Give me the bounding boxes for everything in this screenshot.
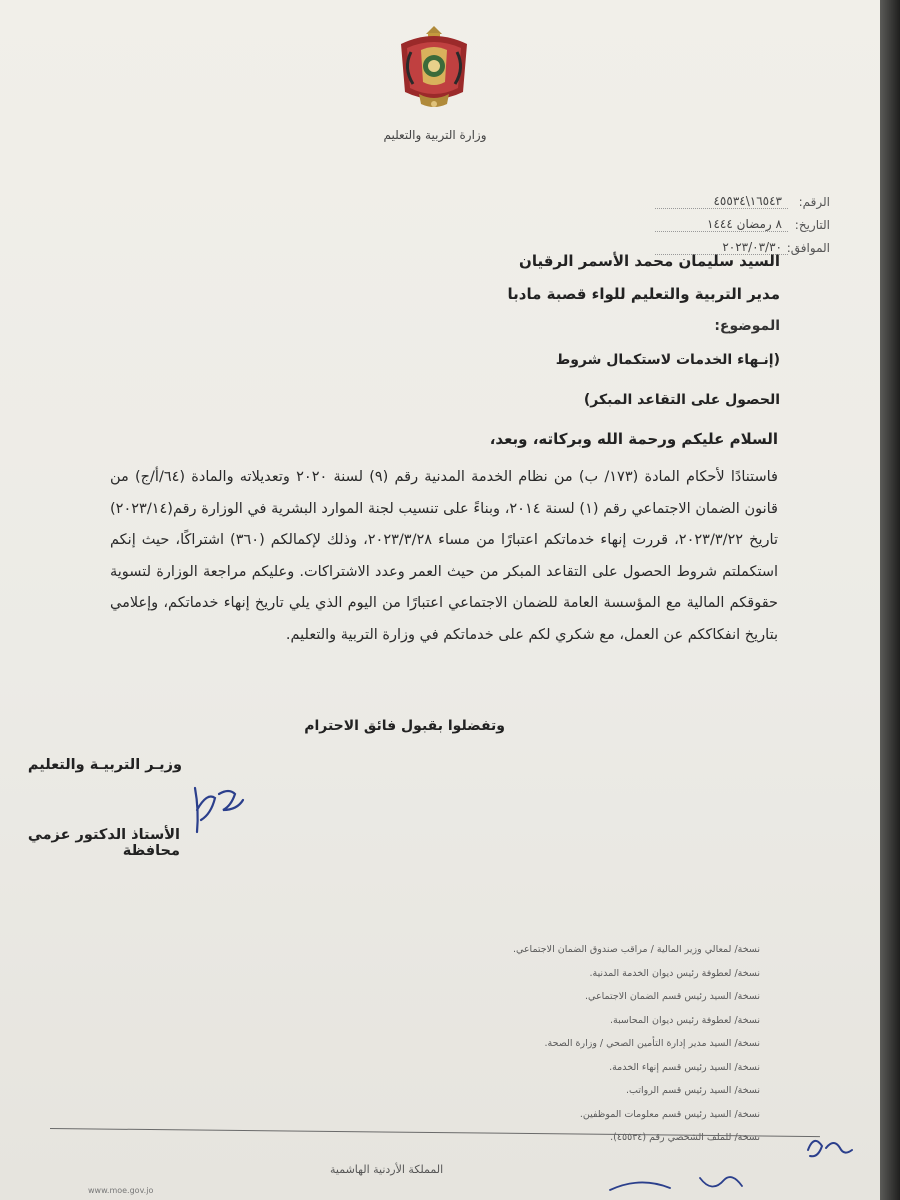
copies-list <box>490 938 760 1150</box>
footer-country: المملكة الأردنية الهاشمية <box>330 1163 444 1176</box>
copy-line: نسخة/ السيد رئيس قسم إنهاء الخدمة. <box>609 1061 760 1073</box>
handwritten-signature <box>185 780 265 840</box>
addressee-title: مدير التربية والتعليم للواء قصبة مادبا <box>507 285 780 303</box>
copy-line: نسخة/ لمعالي وزير المالية / مراقب صندوق الضمان الاجتماعي. <box>512 944 760 955</box>
coat-of-arms-icon <box>393 22 475 112</box>
scan-edge-background <box>880 0 900 1200</box>
subject-line-2: الحصول على التقاعد المبكر) <box>583 392 780 408</box>
reference-number-value: ١٦٥٤٣\٤٥٥٣٤ <box>655 194 788 209</box>
copy-line: نسخة/ السيد رئيس قسم الضمان الاجتماعي. <box>585 991 760 1002</box>
copy-line: نسخة/ لعطوفة رئيس ديوان المحاسبة. <box>609 1014 760 1026</box>
reference-date-row <box>655 213 830 236</box>
footer-url: www.moe.gov.jo <box>88 1186 154 1195</box>
copy-line: نسخة/ لعطوفة رئيس ديوان الخدمة المدنية. <box>589 967 760 979</box>
bottom-handwritten-scribble <box>600 1168 760 1198</box>
subject-label: الموضوع: <box>714 318 780 334</box>
copy-line: نسخة/ السيد رئيس قسم الرواتب. <box>625 1085 760 1096</box>
reference-date-label: التاريخ: <box>794 217 830 232</box>
addressee-name: السيد سليمان محمد الأسمر الرقيان <box>519 252 780 270</box>
copy-line: نسخة/ السيد مدير إدارة التأمين الصحي / وزارة الصحة. <box>544 1038 760 1049</box>
body-paragraph: فاستنادًا لأحكام المادة (١٧٣/ ب) من نظام الخدمة المدنية رقم (٩) لسنة ٢٠٢٠ وتعديلاته والمادة (٦٤/أ/ج) من قانون الضمان الاجتماعي رقم (١) لسنة ٢٠١٤، وبناءً على تنسيب لجنة الموارد البشرية في الوزارة رقم(٢٠٢٣/١٤) تاريخ ٢٠٢٣/٣/٢٢، قررت إنهاء خدماتكم اعتبارًا من مساء ٢٠٢٣/٣/٢٨، وذلك لإكمالكم (٣٦٠) اشتراكًا، حيث إنكم استكملتم شروط الحصول على التقاعد المبكر من حيث العمر وعدد الاشتراكات. وعليكم مراجعة الوزارة لتسوية حقوقكم المالية مع المؤسسة العامة للضمان الاجتماعي اعتبارًا من اليوم الذي يلي تاريخ إنهاء خدماتكم، وإعلامي بتاريخ انفكاككم عن العمل، مع شكري لكم على خدماتكم في وزارة التربية والتعليم. <box>110 469 779 643</box>
reference-corresponding-label: الموافق: <box>786 240 830 255</box>
signatory-title: وزيـر التربيـة والتعليم <box>27 757 182 773</box>
reference-number-label: الرقم: <box>798 194 830 209</box>
reference-number-row <box>655 190 830 213</box>
reference-date-value: ٨ رمضان ١٤٤٤ <box>655 217 788 232</box>
reference-block <box>655 190 830 259</box>
copy-line: نسخة/ للملف الشخصي رقم (٤٥٥٣٤). <box>610 1132 760 1143</box>
margin-handwritten-note <box>800 1120 860 1170</box>
subject-line-1: (إنـهاء الخدمات لاستكمال شروط <box>555 352 780 368</box>
top-stub-text <box>380 0 440 10</box>
signatory-name: الأستاذ الدكتور عزمي محافظة <box>27 827 180 859</box>
reference-corresponding-value: ٢٠٢٣/٠٣/٣٠ <box>655 240 788 255</box>
ministry-name: وزارة التربية والتعليم <box>383 128 487 142</box>
closing-line: وتفضلوا بقبول فائق الاحترام <box>304 718 505 734</box>
copy-line: نسخة/ السيد رئيس قسم معلومات الموظفين. <box>579 1108 760 1120</box>
greeting: السلام عليكم ورحمة الله وبركاته، وبعد، <box>489 430 778 448</box>
